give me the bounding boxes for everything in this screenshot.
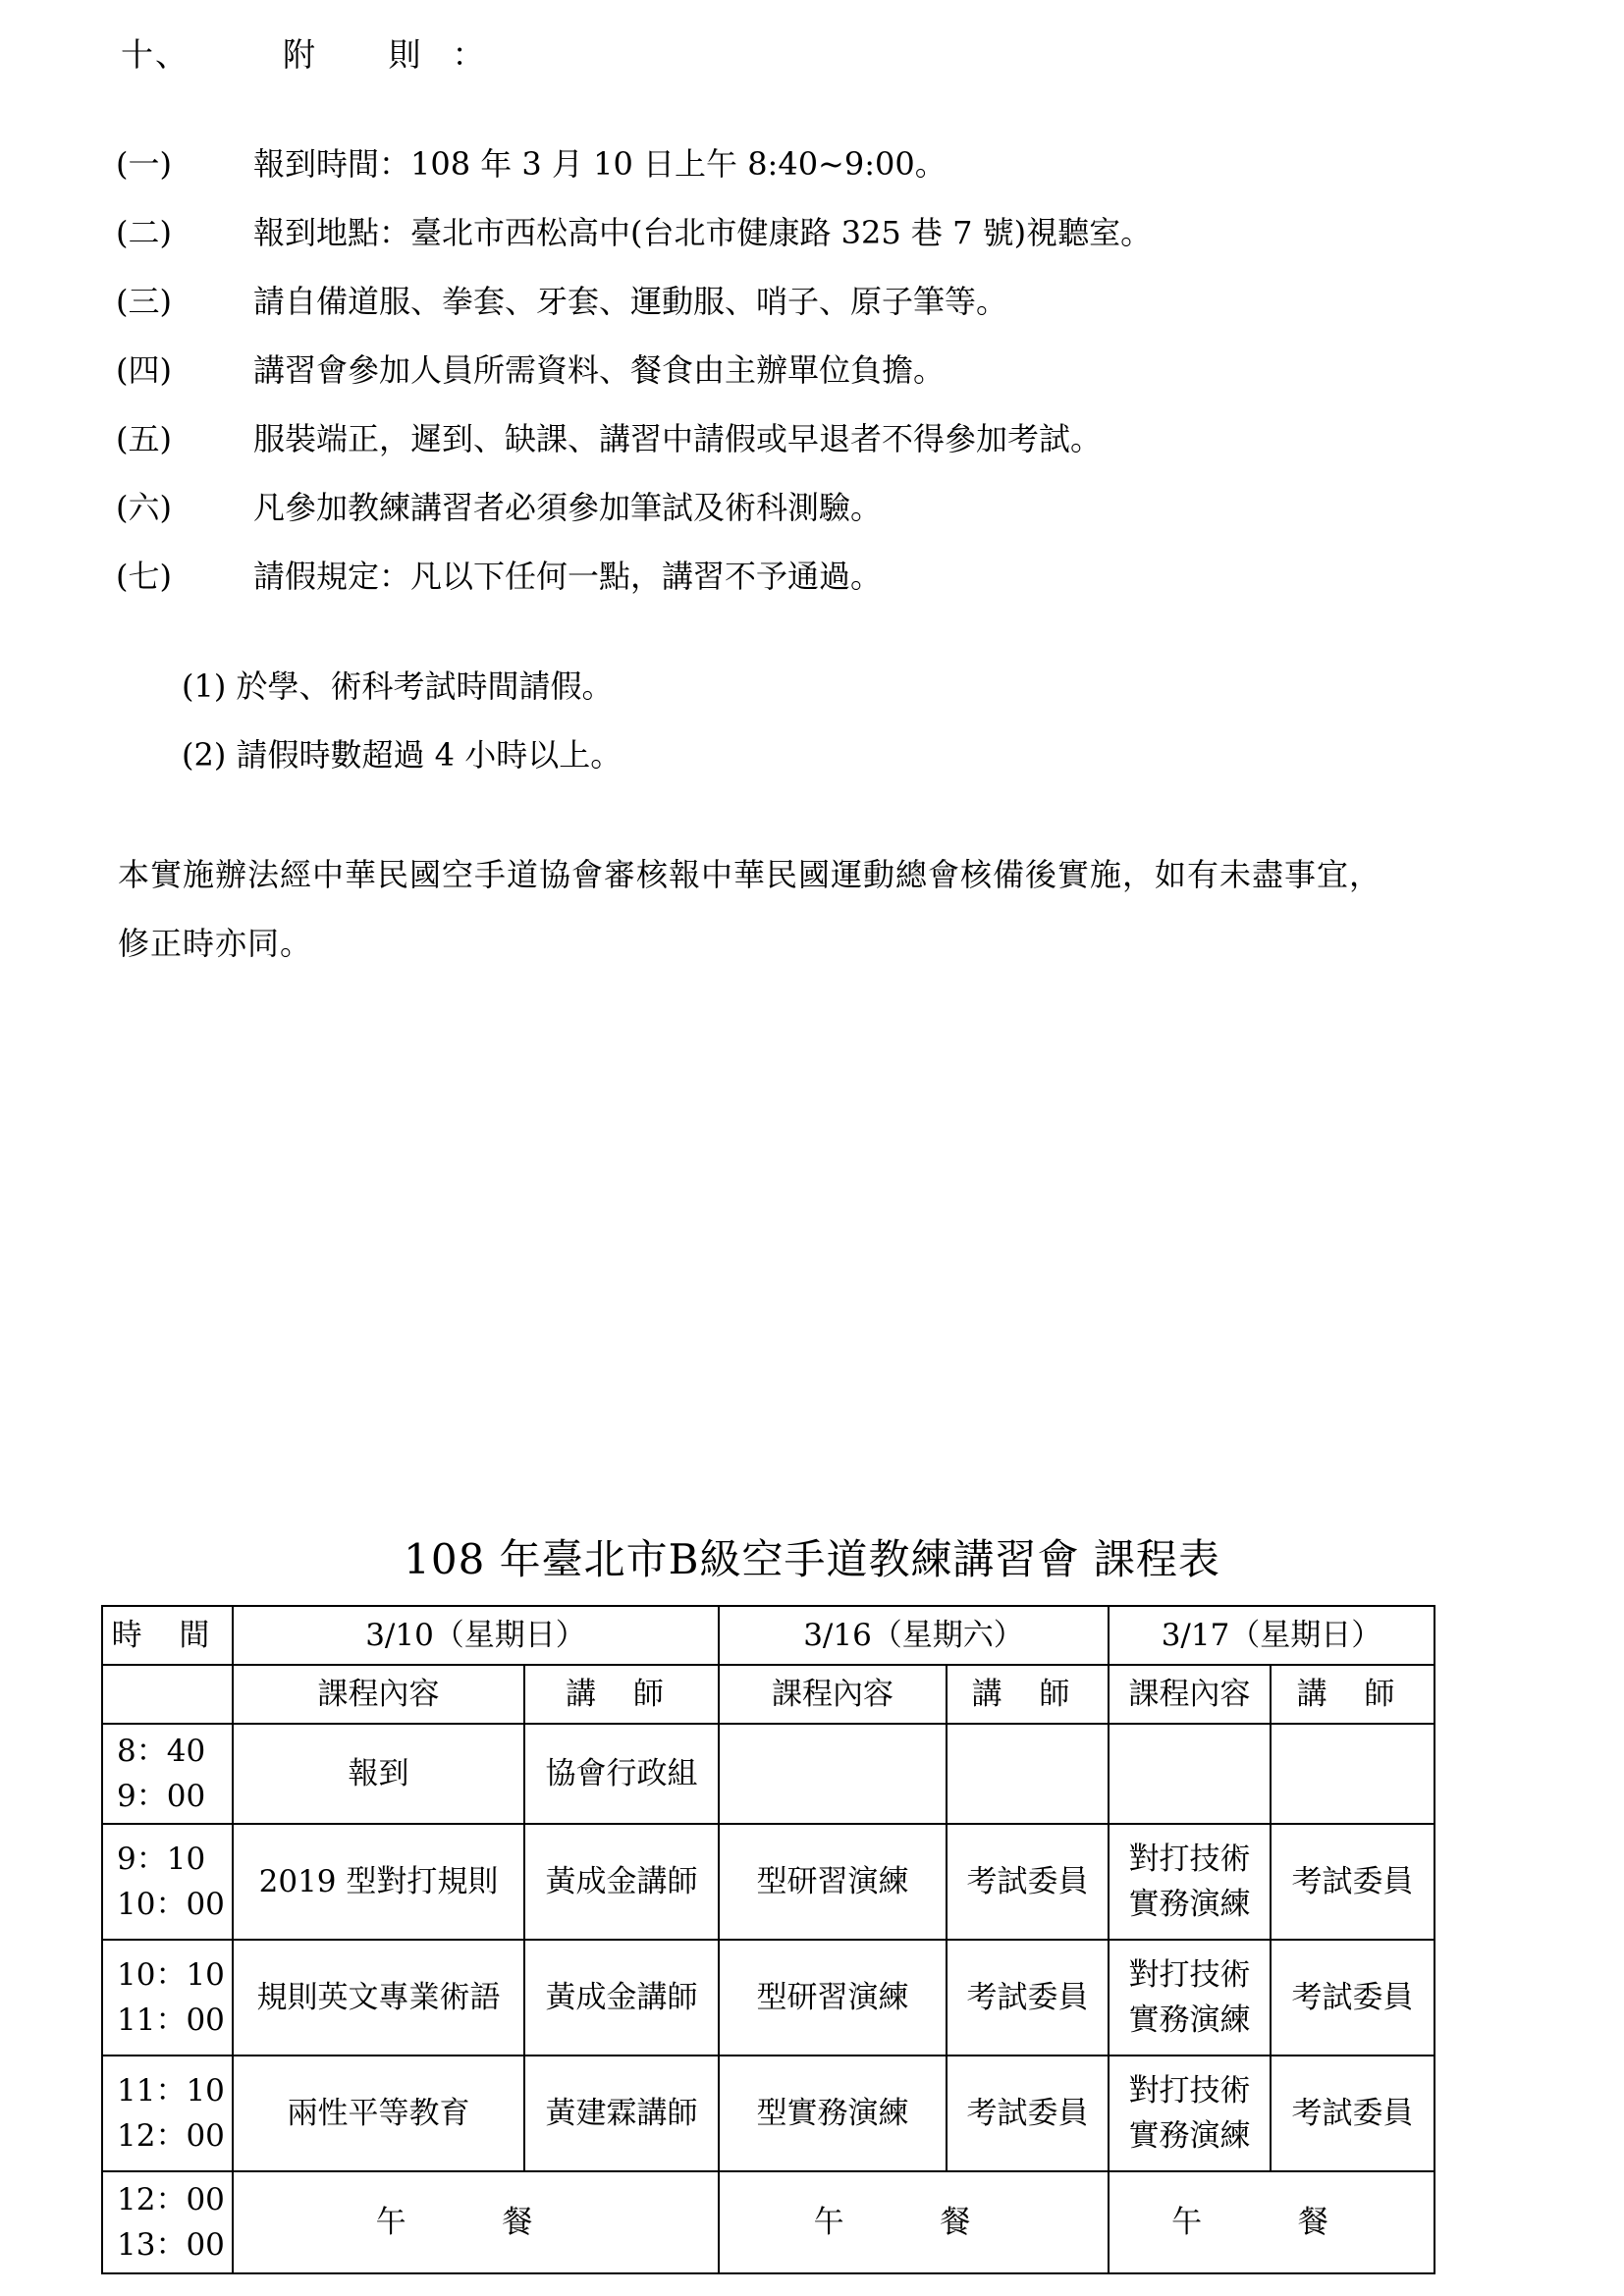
item-text: 報到地點：臺北市西松高中(台北市健康路 325 巷 7 號)視聽室。 [253, 214, 1153, 251]
item-label: (三) [116, 283, 172, 320]
time-end: 11：00 [117, 2002, 225, 2038]
section-number: 十、 [121, 35, 189, 74]
closing-paragraph-line: 修正時亦同。 [118, 925, 313, 962]
time-start: 9：10 [117, 1841, 206, 1877]
item-label: (二) [116, 214, 172, 251]
item-text: 凡參加教練講習者必須參加筆試及術科測驗。 [253, 489, 883, 526]
time-start: 11：10 [117, 2072, 225, 2109]
time-start: 12：00 [117, 2181, 225, 2217]
item-text: 報到時間：108 年 3 月 10 日上午 8:40~9:00。 [253, 145, 947, 183]
day-header: 3/10（星期日） [233, 1606, 719, 1665]
item-label: (一) [116, 145, 172, 183]
course-line: 對打技術 [1128, 1841, 1251, 1877]
time-end: 12：00 [117, 2118, 225, 2154]
lunch-cell: 午 餐 [719, 2171, 1109, 2273]
table-header-row [102, 1606, 1435, 1665]
content-header: 課程內容 [1109, 1665, 1271, 1724]
teacher-cell: 黃建霖講師 [524, 2056, 719, 2171]
teacher-cell: 考試委員 [1271, 2056, 1435, 2171]
course-line: 對打技術 [1128, 2072, 1251, 2109]
table-row [102, 1824, 1435, 1940]
closing-paragraph-line: 本實施辦法經中華民國空手道協會審核報中華民國運動總會核備後實施，如有未盡事宜， [118, 856, 1382, 893]
lunch-cell: 午 餐 [233, 2171, 719, 2273]
teacher-cell: 考試委員 [1271, 1824, 1435, 1940]
time-start: 8：40 [117, 1733, 206, 1769]
day-header: 3/17（星期日） [1109, 1606, 1435, 1665]
schedule-title: 108 年臺北市B級空手道教練講習會 課程表 [404, 1535, 1220, 1583]
teacher-cell: 黃成金講師 [524, 1824, 719, 1940]
teacher-cell [1271, 1724, 1435, 1824]
time-cell [102, 1824, 233, 1940]
sub-item: (1) 於學、術科考試時間請假。 [182, 667, 614, 705]
time-end: 10：00 [117, 1887, 225, 1922]
course-cell: 規則英文專業術語 [233, 1940, 524, 2056]
course-line: 對打技術 [1128, 1956, 1251, 1993]
course-cell: 型研習演練 [719, 1940, 947, 2056]
item-text: 服裝端正，遲到、缺課、講習中請假或早退者不得參加考試。 [253, 420, 1103, 457]
item-label: (七) [116, 558, 172, 595]
course-line: 實務演練 [1128, 2118, 1251, 2154]
teacher-cell: 考試委員 [947, 1824, 1109, 1940]
time-end: 9：00 [117, 1779, 206, 1814]
item-text: 講習會參加人員所需資料、餐食由主辦單位負擔。 [253, 351, 946, 389]
teacher-cell: 協會行政組 [524, 1724, 719, 1824]
item-label: (六) [116, 489, 172, 526]
teacher-cell: 考試委員 [947, 1940, 1109, 2056]
time-cell [102, 2171, 233, 2273]
time-cell [102, 1940, 233, 2056]
list-item [116, 139, 947, 185]
time-header: 時 間 [102, 1606, 233, 1665]
list-item [116, 277, 1007, 322]
item-text: 請自備道服、拳套、牙套、運動服、哨子、原子筆等。 [253, 283, 1008, 320]
course-cell: 兩性平等教育 [233, 2056, 524, 2171]
list-item [116, 552, 882, 597]
teacher-cell [947, 1724, 1109, 1824]
course-line: 實務演練 [1128, 1887, 1251, 1922]
day-header: 3/16（星期六） [719, 1606, 1109, 1665]
schedule-table [101, 1605, 1435, 2274]
time-cell [102, 2056, 233, 2171]
item-label: (四) [116, 351, 172, 389]
course-cell [1109, 2056, 1271, 2171]
course-cell: 型研習演練 [719, 1824, 947, 1940]
list-item [116, 346, 945, 391]
list-item [116, 414, 1102, 459]
teacher-header: 講 師 [947, 1665, 1109, 1724]
list-item [116, 483, 882, 528]
item-label: (五) [116, 420, 172, 457]
course-cell [1109, 1724, 1271, 1824]
time-end: 13：00 [117, 2227, 225, 2263]
course-cell [1109, 1940, 1271, 2056]
teacher-cell: 黃成金講師 [524, 1940, 719, 2056]
sub-item: (2) 請假時數超過 4 小時以上。 [182, 736, 623, 774]
table-row [102, 1724, 1435, 1824]
list-item [116, 208, 1152, 253]
teacher-cell: 考試委員 [947, 2056, 1109, 2171]
section-title: 附 則： [283, 35, 516, 74]
empty-cell [102, 1665, 233, 1724]
teacher-cell: 考試委員 [1271, 1940, 1435, 2056]
table-subheader-row [102, 1665, 1435, 1724]
table-row [102, 1940, 1435, 2056]
course-cell: 型實務演練 [719, 2056, 947, 2171]
course-cell: 報到 [233, 1724, 524, 1824]
course-line: 實務演練 [1128, 2002, 1251, 2038]
content-header: 課程內容 [719, 1665, 947, 1724]
item-text: 請假規定：凡以下任何一點，講習不予通過。 [253, 558, 883, 595]
table-row [102, 2056, 1435, 2171]
content-header: 課程內容 [233, 1665, 524, 1724]
lunch-cell: 午 餐 [1109, 2171, 1435, 2273]
time-start: 10：10 [117, 1956, 225, 1993]
teacher-header: 講 師 [524, 1665, 719, 1724]
teacher-header: 講 師 [1271, 1665, 1435, 1724]
course-cell [1109, 1824, 1271, 1940]
section-heading [121, 29, 516, 76]
course-cell [719, 1724, 947, 1824]
course-cell: 2019 型對打規則 [233, 1824, 524, 1940]
lunch-row [102, 2171, 1435, 2273]
time-cell [102, 1724, 233, 1824]
